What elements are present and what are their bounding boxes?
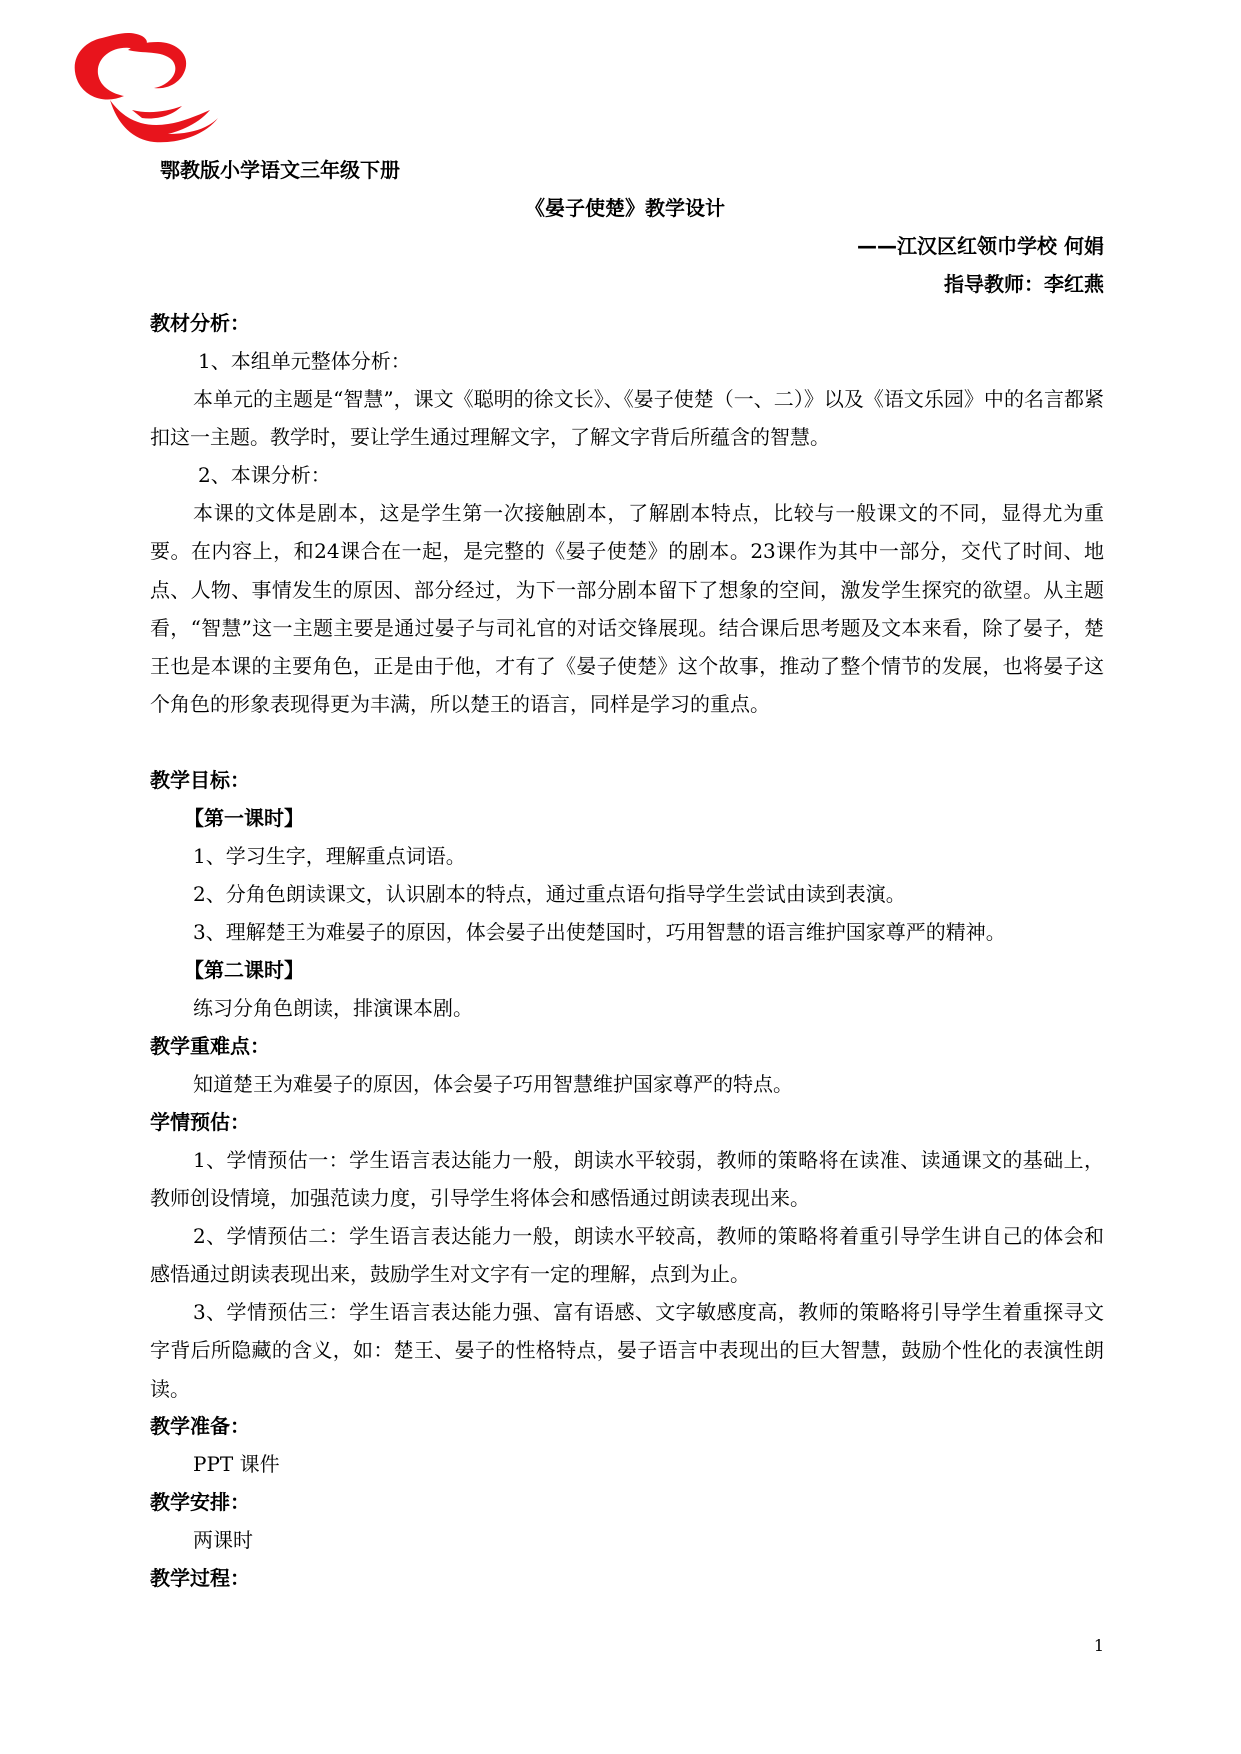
section-heading-process: 教学过程： xyxy=(150,1566,250,1590)
advisor-line: 指导教师：李红燕 xyxy=(944,272,1104,296)
lesson2-heading: 【第二课时】 xyxy=(184,958,304,982)
section-heading-material: 教材分析： xyxy=(150,311,250,335)
section-heading-key: 教学重难点： xyxy=(150,1034,270,1058)
document-title: 《晏子使楚》教学设计 xyxy=(525,196,725,220)
estimate-item: 3、学情预估三：学生语言表达能力强、富有语感、文字敏感度高，教师的策略将引导学生着重探寻文字背后所隐藏的含义，如：楚王、晏子的性格特点，晏子语言中表现出的巨大智慧，鼓励个性化的表演性朗读。 xyxy=(150,1300,1104,1401)
section-heading-prep: 教学准备： xyxy=(150,1414,250,1438)
section-heading-goals: 教学目标： xyxy=(150,768,250,792)
section-heading-estimate: 学情预估： xyxy=(150,1110,250,1134)
material-p1-label: 1、本组单元整体分析： xyxy=(198,349,411,373)
page-number: 1 xyxy=(1093,1636,1104,1655)
lesson1-item: 3、理解楚王为难晏子的原因，体会晏子出使楚国时，巧用智慧的语言维护国家尊严的精神。 xyxy=(193,920,1006,944)
prep-text: PPT 课件 xyxy=(193,1452,280,1476)
material-p2-label: 2、本课分析： xyxy=(198,463,331,487)
lesson1-item: 1、学习生字，理解重点词语。 xyxy=(193,844,466,868)
edition-label: 鄂教版小学语文三年级下册 xyxy=(160,158,400,182)
material-p1-text: 本单元的主题是“智慧”，课文《聪明的徐文长》、《晏子使楚（一、二）》以及《语文乐园》中的名言都紧扣这一主题。教学时，要让学生通过理解文字，了解文字背后所蕴含的智慧。 xyxy=(150,387,1104,450)
lesson2-text: 练习分角色朗读，排演课本剧。 xyxy=(193,996,473,1020)
section-heading-arrange: 教学安排： xyxy=(150,1490,250,1514)
author-line: ——江汉区红领巾学校 何娟 xyxy=(857,234,1104,258)
lesson1-heading: 【第一课时】 xyxy=(184,806,304,830)
school-logo xyxy=(72,30,222,150)
lesson1-item: 2、分角色朗读课文，认识剧本的特点，通过重点语句指导学生尝试由读到表演。 xyxy=(193,882,906,906)
estimate-item: 2、学情预估二：学生语言表达能力一般，朗读水平较高，教师的策略将着重引导学生讲自己的体会和感悟通过朗读表现出来，鼓励学生对文字有一定的理解，点到为止。 xyxy=(150,1224,1104,1287)
key-text: 知道楚王为难晏子的原因，体会晏子巧用智慧维护国家尊严的特点。 xyxy=(193,1072,793,1096)
arrange-text: 两课时 xyxy=(193,1528,253,1552)
estimate-item: 1、学情预估一：学生语言表达能力一般，朗读水平较弱，教师的策略将在读准、读通课文的基础上，教师创设情境，加强范读力度，引导学生将体会和感悟通过朗读表现出来。 xyxy=(150,1148,1104,1211)
material-p2-text: 本课的文体是剧本，这是学生第一次接触剧本，了解剧本特点，比较与一般课文的不同，显得尤为重要。在内容上，和24课合在一起，是完整的《晏子使楚》的剧本。23课作为其中一部分，交代了时间、地点、人物、事情发生的原因、部分经过，为下一部分剧本留下了想象的空间，激发学生探究的欲望。从主题看，“智慧”这一主题主要是通过晏子与司礼官的对话交锋展现。结合课后思考题及文本来看，除了晏子，楚王也是本课的主要角色，正是由于他，才有了《晏子使楚》这个故事，推动了整个情节的发展，也将晏子这个角色的形象表现得更为丰满，所以楚王的语言，同样是学习的重点。 xyxy=(150,501,1104,717)
